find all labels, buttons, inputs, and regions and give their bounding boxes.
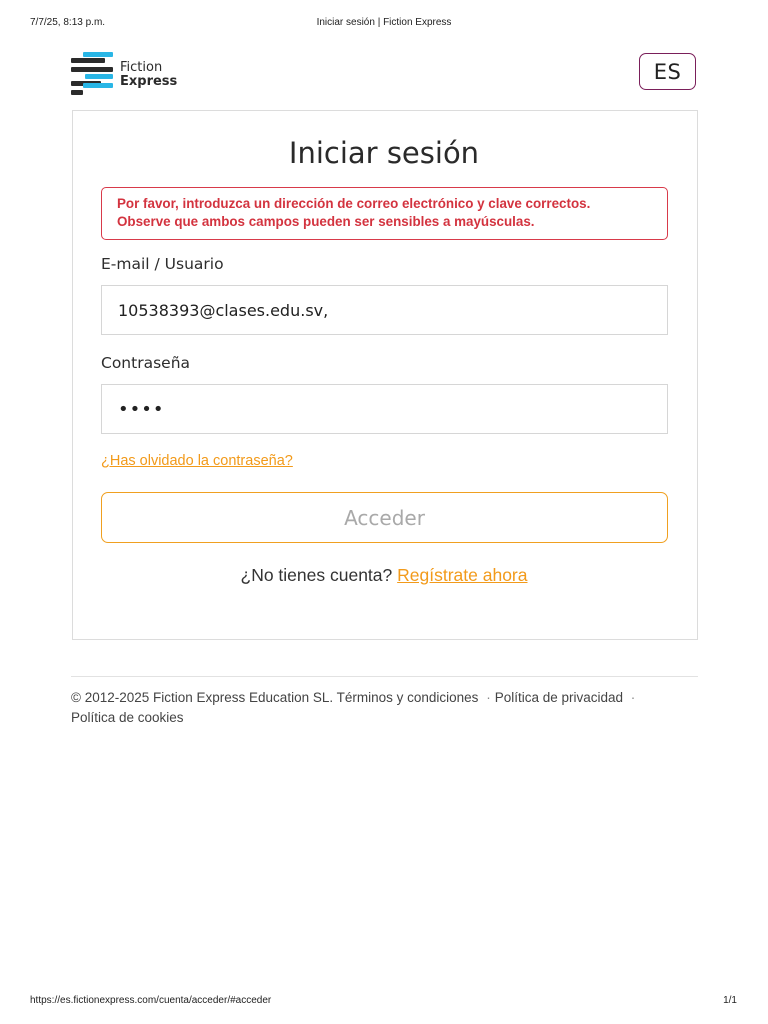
fiction-express-logo[interactable] xyxy=(71,52,191,98)
language-button[interactable]: ES xyxy=(639,53,696,90)
footer-separator: · xyxy=(630,690,636,705)
print-footer xyxy=(0,995,768,1009)
logo-bar-icon xyxy=(71,67,113,72)
footer-divider xyxy=(71,676,698,677)
signup-prompt xyxy=(0,565,768,586)
footer-separator: · xyxy=(486,690,491,705)
login-button[interactable]: Acceder xyxy=(101,492,668,543)
error-line-2: Observe que ambos campos pueden ser sensibles a mayúsculas. xyxy=(117,214,535,229)
logo-line-2: Express xyxy=(120,74,178,89)
copyright-text: © 2012-2025 Fiction Express Education SL. xyxy=(71,690,334,705)
email-field[interactable] xyxy=(101,285,668,335)
password-field-value: •••• xyxy=(118,398,165,420)
logo-bar-icon xyxy=(83,52,113,57)
email-label: E-mail / Usuario xyxy=(101,255,224,273)
print-page-number: 1/1 xyxy=(723,995,737,1006)
forgot-password-link[interactable]: ¿Has olvidado la contraseña? xyxy=(101,453,293,469)
password-field[interactable] xyxy=(101,384,668,434)
password-label: Contraseña xyxy=(101,354,191,372)
print-datetime: 7/7/25, 8:13 p.m. xyxy=(30,17,106,28)
cookies-link[interactable]: Política de cookies xyxy=(71,710,184,725)
print-header xyxy=(0,17,768,31)
print-url: https://es.fictionexpress.com/cuenta/acceder/#acceder xyxy=(30,995,272,1006)
terms-link[interactable]: Términos y condiciones xyxy=(336,690,479,705)
logo-bar-icon xyxy=(71,58,105,63)
register-link[interactable]: Regístrate ahora xyxy=(397,565,528,585)
error-line-1: Por favor, introduzca un dirección de correo electrónico y clave correctos. xyxy=(117,196,591,211)
print-page-title: Iniciar sesión | Fiction Express xyxy=(316,17,452,28)
logo-wordmark xyxy=(120,61,177,89)
error-alert xyxy=(101,187,668,240)
logo-line-1: Fiction xyxy=(120,60,163,75)
page-title: Iniciar sesión xyxy=(288,136,480,170)
email-field-value: 10538393@clases.edu.sv, xyxy=(118,300,329,320)
site-footer xyxy=(71,688,691,728)
logo-bar-icon xyxy=(85,74,113,79)
logo-bar-icon xyxy=(83,83,113,88)
no-account-text: ¿No tienes cuenta? xyxy=(240,565,393,585)
privacy-link[interactable]: Política de privacidad xyxy=(494,690,624,705)
logo-bar-icon xyxy=(71,90,83,95)
